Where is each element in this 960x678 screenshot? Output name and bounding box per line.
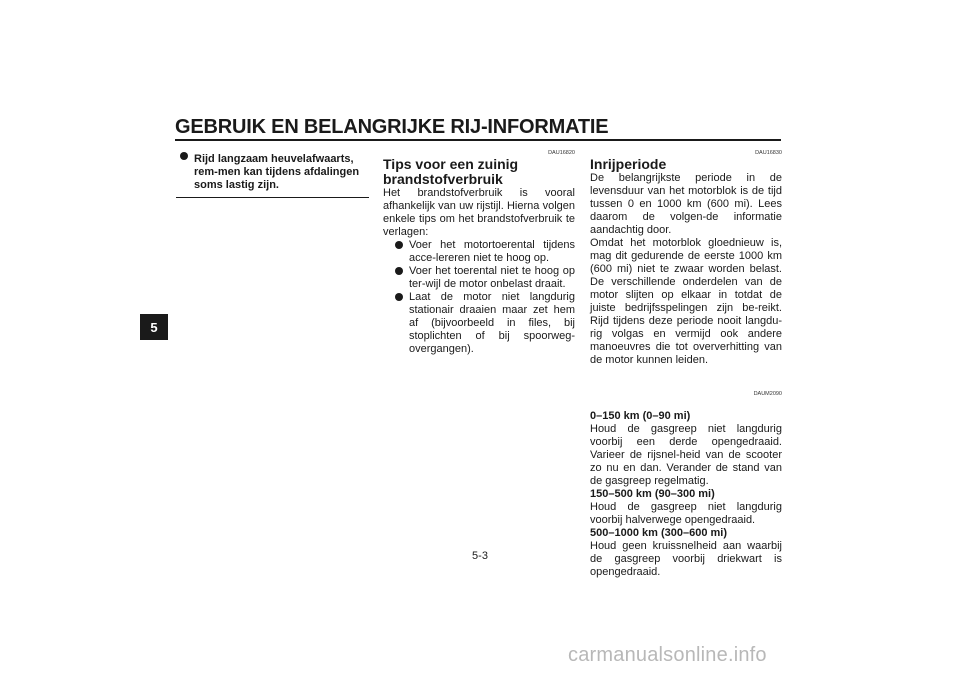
fuel-tip-item: Voer het motortoerental tijdens acce-lereren niet te hoog op. [391,239,575,265]
stage-text-1: Houd de gasgreep niet langdurig voorbij een derde opengedraaid. Varieer de rijsnel-heid van de scooter zo nu en dan. Verander de stand van de gasgreep regelmatig. [590,423,782,487]
break-in-paragraph-1: De belangrijkste periode in de levensduur van het motorblok is de tijd tussen 0 en 1000 km (600 mi). Lees daarom de volgen-de informatie aandachtig door. [590,172,782,236]
warning-bullet [176,150,369,192]
stage-range-3: 500–1000 km (300–600 mi) [590,527,727,539]
chapter-tab: 5 [140,314,168,340]
break-in-code: DAU16830 [755,150,782,156]
warning-text: Rijd langzaam heuvelafwaarts, rem-men kan tijdens afdalingen soms lastig zijn. [194,153,360,191]
warning-column [176,150,369,198]
page-number: 5-3 [472,550,488,562]
break-in-stages-code: DAUM2090 [753,391,782,397]
fuel-tips-section [383,150,575,356]
fuel-tips-intro: Het brandstofverbruik is vooral afhankelijk van uw rijstijl. Hierna volgen enkele tips om het brandstofverbruik te verlagen: [383,187,575,238]
break-in-paragraph-2: Omdat het motorblok gloednieuw is, mag dit gedurende de eerste 1000 km (600 mi) niet te zwaar worden belast. De verschillende onderdelen van de motor slijten op elkaar in totdat de juiste bedrijfsspelingen zijn be-reikt. Rijd tijdens deze periode nooit langdu-rig volgas en vermijd ook andere manoeuvres die tot oververhitting van de motor kunnen leiden. [590,237,782,366]
break-in-title: Inrijperiode [590,156,667,172]
section-spacer [590,367,782,391]
stage-range-1: 0–150 km (0–90 mi) [590,410,691,422]
break-in-section [590,150,782,579]
stage-text-2: Houd de gasgreep niet langdurig voorbij halverwege opengedraaid. [590,501,782,526]
fuel-tip-item: Laat de motor niet langdurig stationair draaien maar zet hem af (bijvoorbeeld in files, bij stoplichten of bij spoorweg-overgangen). [391,291,575,356]
fuel-tips-title: Tips voor een zuinig brandstofverbruik [383,156,519,187]
watermark: carmanualsonline.info [568,644,767,666]
fuel-tips-code: DAU16820 [548,150,575,156]
stage-range-2: 150–500 km (90–300 mi) [590,488,715,500]
page-header-title: GEBRUIK EN BELANGRIJKE RIJ-INFORMATIE [175,116,609,138]
fuel-tip-item: Voer het toerental niet te hoog op ter-wijl de motor onbelast draait. [391,265,575,291]
warning-rule [176,197,369,198]
stage-text-3: Houd geen kruissnelheid aan waarbij de gasgreep voorbij driekwart is opengedraaid. [590,540,782,578]
stages-gap [590,397,782,410]
header-rule [175,139,781,141]
fuel-tips-list [383,239,575,356]
